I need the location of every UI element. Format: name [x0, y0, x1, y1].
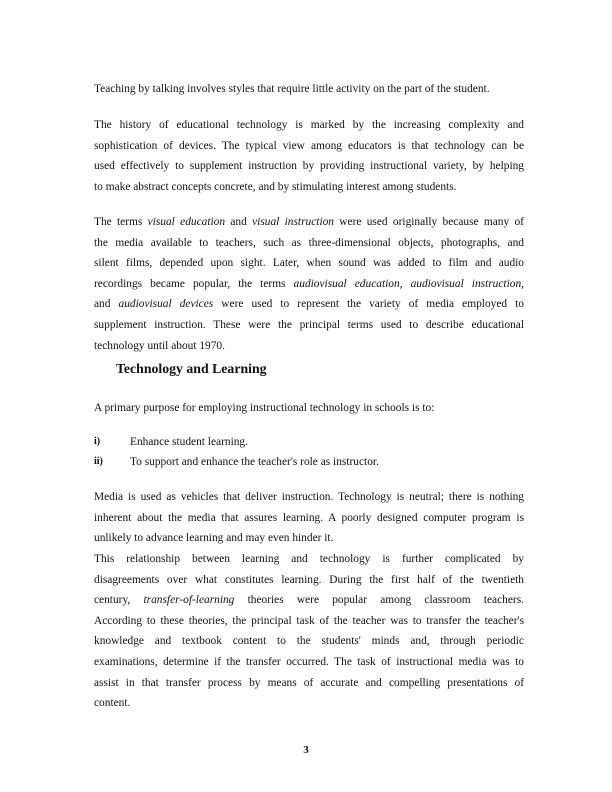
text-line: supplement instruction. These were the principal terms used to describe educational: [94, 318, 524, 331]
text: recordings became popular, the terms: [94, 277, 294, 290]
list-marker: ii): [94, 456, 103, 467]
paragraph-teaching-by-talking: [94, 79, 524, 100]
italic-term: audiovisual devices: [118, 298, 214, 311]
text: theories were popular among classroom teachers.: [234, 594, 524, 607]
paragraph-relationship: [94, 549, 524, 714]
section-heading: Technology and Learning: [116, 361, 267, 376]
text-line: This relationship between learning and technology is further complicated by: [94, 553, 524, 565]
list-item-text: Enhance student learning.: [130, 436, 248, 448]
text-line: [94, 294, 524, 315]
text-line: sophistication of devices. The typical view among educators is that technology can be: [94, 139, 524, 152]
text-line: According to these theories, the principal task of the teacher was to transfer the teacher's: [94, 614, 524, 627]
text-line: silent films, depended upon sight. Later, when sound was added to film and audio: [94, 257, 524, 270]
text: were used to represent the variety of media employed to: [213, 298, 524, 311]
text-line: the media available to teachers, such as three-dimensional objects, photographs, and: [94, 236, 524, 249]
paragraph-primary-purpose: [94, 398, 524, 419]
text-line: disagreements over what constitutes learning. During the first half of the twentieth: [94, 573, 524, 586]
text-line: Media is used as vehicles that deliver instruction. Technology is neutral; there is nothing: [94, 491, 524, 503]
paragraph-media-vehicles: [94, 487, 524, 549]
text: The terms: [94, 216, 148, 228]
list-item-text: To support and enhance the teacher's role as instructor.: [130, 456, 379, 468]
paragraph-history: [94, 115, 524, 197]
text-line: [94, 274, 524, 295]
text-line: unlikely to advance learning and may even hinder it.: [94, 532, 334, 545]
text: and: [94, 298, 119, 311]
text-line: assist in that transfer process by means of accurate and compelling presentations of: [94, 676, 524, 689]
list-marker: i): [94, 436, 101, 447]
text: century,: [94, 594, 144, 607]
text-line: Teaching by talking involves styles that require little activity on the part of the student.: [94, 83, 490, 95]
text-line: to make abstract concepts concrete, and by stimulating interest among students.: [94, 180, 457, 193]
text-line: [94, 212, 524, 233]
text-line: inherent about the media that assures learning. A poorly designed computer program is: [94, 511, 524, 524]
text-line: [94, 590, 524, 611]
italic-term: transfer-of-learning: [143, 594, 235, 607]
text-line: examinations, determine if the transfer occurred. The task of instructional media was to: [94, 655, 524, 668]
italic-term: visual instruction: [252, 216, 334, 228]
paragraph-visual-education: [94, 212, 524, 356]
text-line: technology until about 1970.: [94, 339, 225, 352]
text-line: The history of educational technology is marked by the increasing complexity and: [94, 119, 524, 131]
text-line: A primary purpose for employing instructional technology in schools is to:: [94, 402, 435, 414]
text: were used originally because many of: [334, 216, 524, 228]
page-number: 3: [303, 744, 309, 756]
italic-term: audiovisual education, audiovisual instruction,: [293, 277, 524, 290]
text-line: content.: [94, 697, 131, 710]
text-line: used effectively to supplement instruction by providing instructional variety, by helping: [94, 160, 524, 173]
text-line: knowledge and textbook content to the students' minds and, through periodic: [94, 635, 524, 648]
text: and: [225, 216, 253, 228]
italic-term: visual education: [147, 216, 226, 228]
